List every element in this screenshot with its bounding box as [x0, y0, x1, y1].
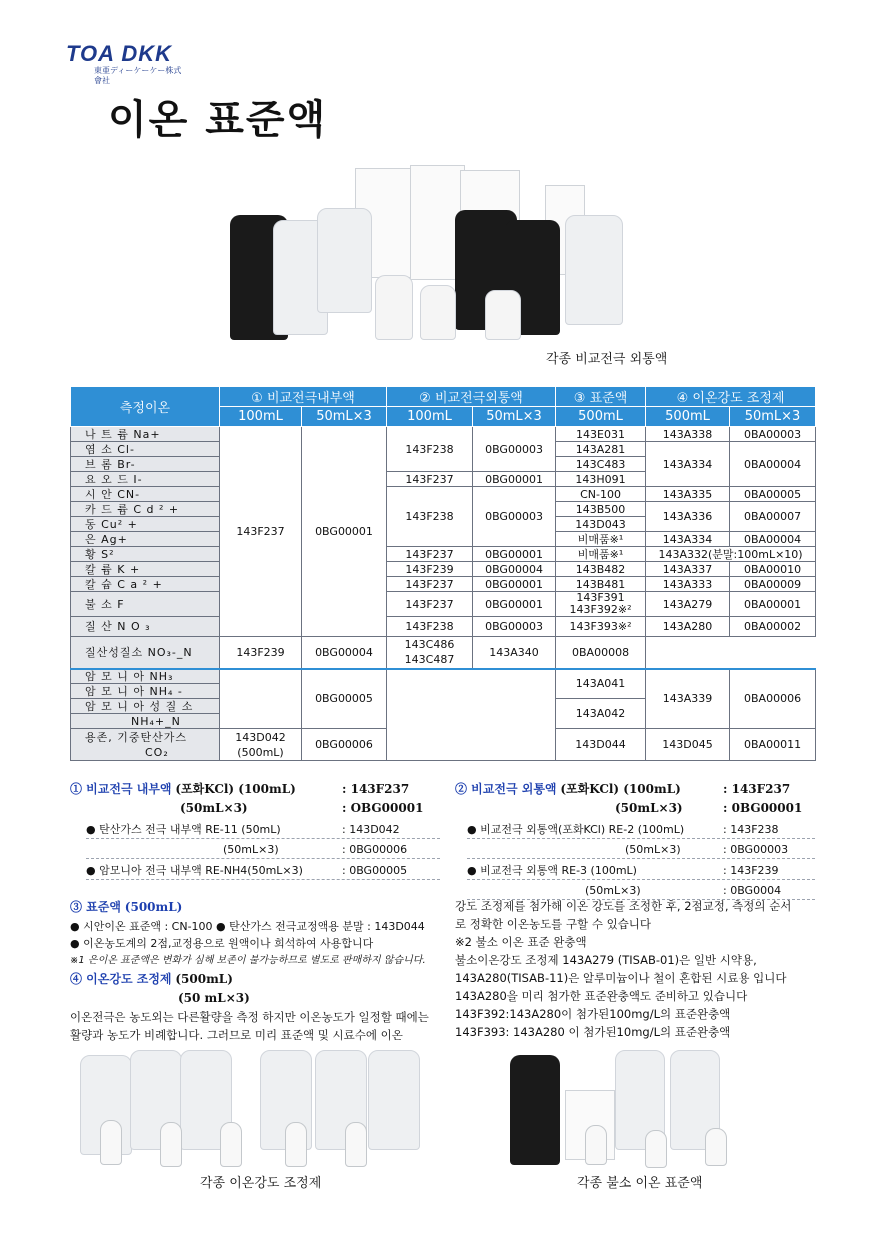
ion-cell: 요 오 드 I- [71, 472, 220, 487]
table-cell: 143A279 [646, 592, 730, 617]
table-cell: 143D045 [646, 729, 730, 761]
table-cell: 143F238 [387, 617, 473, 637]
caption-bottom-left: 각종 이온강도 조정제 [200, 1176, 322, 1191]
table-cell: 0BA00008 [556, 637, 646, 669]
code: : 143F237 [342, 782, 410, 796]
col-group-internal: ① 비교전극내부액 [220, 387, 387, 407]
code: : OBG00001 [342, 801, 424, 815]
note-line: ※1 은이온 표준액은 변화가 심해 보존이 불가능하므로 별도로 판매하지 않습니다. [70, 955, 426, 966]
ion-cell: 동 Cu² + [71, 517, 220, 532]
paragraph-line: 로 정확한 이온농도를 구할 수 있습니다 [455, 917, 652, 931]
table-cell: 0BA00011 [730, 729, 816, 761]
table-cell [387, 637, 473, 669]
table-cell: 0BG00001 [302, 427, 387, 637]
ion-cell: 질 산 N O ₃ [71, 617, 220, 637]
ion-co2-line2: CO₂ [145, 745, 169, 759]
table-cell: 0BG00001 [473, 592, 556, 617]
table-cell: 143C483 [556, 457, 646, 472]
table-cell: 143B481 [556, 577, 646, 592]
paragraph-line: 143F393: 143A280 이 첨가된10mg/L의 표준완충액 [455, 1025, 731, 1039]
product-photo-top [225, 160, 655, 350]
col-sub: 50mL×3 [473, 407, 556, 427]
table-cell: 0BA00001 [730, 592, 816, 617]
code: : 0BG00001 [723, 801, 803, 815]
col-sub: 100mL [387, 407, 473, 427]
table-cell: 0BG00003 [473, 427, 556, 472]
table-cell: 143A339 [646, 669, 730, 729]
section-heading-detail: (500mL) [175, 972, 233, 986]
code: : 143F238 [723, 823, 779, 836]
col-sub: 500mL [646, 407, 730, 427]
table-cell [387, 669, 556, 761]
table-cell: 0BG00001 [473, 547, 556, 562]
section-heading-detail: (포화KCl) (100mL) [175, 782, 296, 796]
ion-co2-line1: 용존, 기중탄산가스 [85, 730, 188, 744]
table-row [71, 617, 816, 637]
paragraph-line: 143A280(TISAB-11)은 알루미늄이나 철이 혼합된 시료용 입니다 [455, 971, 787, 985]
table-cell: 143F237 [387, 472, 473, 487]
table-row [71, 487, 816, 502]
col-sub: 50mL×3 [302, 407, 387, 427]
product-photo-bottom-right [505, 1050, 745, 1170]
table-cell: 143A337 [646, 562, 730, 577]
spec-table [70, 386, 816, 761]
ion-cell: 질산성질소 NO₃-_N [71, 637, 220, 669]
table-cell: 143A332(분말:100mL×10) [646, 547, 816, 562]
divider [467, 858, 815, 859]
divider [86, 879, 440, 880]
caption-bottom-right: 각종 불소 이온 표준액 [577, 1176, 703, 1191]
product-photo-bottom-left [70, 1050, 420, 1170]
col-header-ion: 측정이온 [71, 387, 220, 427]
paragraph-line: 활량과 농도가 비례합니다. 그러므로 미리 표준액 및 시료수에 이온 [70, 1028, 403, 1042]
code: : 0BG00003 [723, 843, 789, 856]
ion-cell: 불 소 F [71, 592, 220, 617]
ion-cell: 암 모 니 아 NH₃ [71, 669, 220, 684]
section-heading: ① 비교전극 내부액 [70, 782, 172, 796]
table-cell: 0BG00006 [302, 729, 387, 761]
divider [467, 879, 815, 880]
col-group-external: ② 비교전극외통액 [387, 387, 556, 407]
table-cell: 0BA00003 [730, 427, 816, 442]
ion-cell: 카 드 륨 C d ² + [71, 502, 220, 517]
list-item: (50mL×3) [223, 843, 279, 856]
table-cell: 비매품※¹ [556, 532, 646, 547]
divider [86, 838, 440, 839]
table-cell [220, 669, 302, 729]
ion-cell: 황 S² [71, 547, 220, 562]
in-co2-line2: (500mL) [237, 745, 284, 759]
section-heading-detail: (포화KCl) (100mL) [560, 782, 681, 796]
logo-subtext: 東亜ディーケーケー株式會社 [94, 66, 182, 85]
ion-cell [71, 729, 220, 761]
col-group-standard: ③ 표준액 [556, 387, 646, 407]
table-cell: 143A338 [646, 427, 730, 442]
list-item: ● 비교전극 외통액 RE-3 (100mL) [467, 864, 637, 877]
paragraph-line: 강도 조정제를 첨가해 이온 강도를 조정한 후, 2점교정, 측정의 순서 [455, 899, 792, 913]
table-cell: 0BG00003 [473, 617, 556, 637]
table-cell: 0BA00002 [730, 617, 816, 637]
ion-cell: 시 안 CN- [71, 487, 220, 502]
std-n1: 143C486 [404, 638, 455, 652]
table-cell: 143B482 [556, 562, 646, 577]
table-cell: 143A281 [556, 442, 646, 457]
table-cell: 143F393※² [556, 617, 646, 637]
ion-cell: 염 소 Cl- [71, 442, 220, 457]
table-cell: 0BA00009 [730, 577, 816, 592]
table-row [71, 577, 816, 592]
table-cell: 143A041 [556, 669, 646, 699]
table-cell: 143F239 [220, 637, 302, 669]
std-f1: 143F391 [576, 591, 625, 604]
table-cell: 143A280 [646, 617, 730, 637]
note-line: ● 이온농도계의 2점,교정용으로 원액이나 희석하여 사용합니다 [70, 937, 374, 950]
table-cell: 0BA00007 [730, 502, 816, 532]
table-cell: 143A340 [473, 637, 556, 669]
table-cell [220, 729, 302, 761]
ion-cell: 칼 슘 C a ² + [71, 577, 220, 592]
divider [86, 858, 440, 859]
table-cell: 0BG00001 [473, 577, 556, 592]
table-cell: 143D044 [556, 729, 646, 761]
ion-cell: 암 모 니 아 성 질 소 [71, 699, 220, 714]
note-line: ● 시안이온 표준액 : CN-100 ● 탄산가스 전극교정액용 분말 : 143D044 [70, 920, 425, 933]
table-cell: 0BG00005 [302, 669, 387, 729]
table-cell: 0BA00006 [730, 669, 816, 729]
page-title: 이온 표준액 [108, 97, 328, 143]
code: : 0BG00006 [342, 843, 408, 856]
company-logo [66, 41, 186, 85]
table-row [71, 637, 816, 669]
ion-cell: 암 모 니 아 NH₄ - [71, 684, 220, 699]
ion-cell: 브 롬 Br- [71, 457, 220, 472]
table-row [71, 669, 816, 684]
table-cell: 143E031 [556, 427, 646, 442]
code: : 143F239 [723, 864, 779, 877]
list-item: ● 암모니아 전극 내부액 RE-NH4(50mL×3) [86, 864, 303, 877]
list-item: ● 비교전극 외통액(포화KCl) RE-2 (100mL) [467, 823, 685, 836]
table-cell: 143F238 [387, 487, 473, 547]
logo-text: TOA DKK [66, 41, 172, 66]
std-f2: 143F392※² [569, 603, 632, 616]
table-cell: 143D043 [556, 517, 646, 532]
caption-top: 각종 비교전극 외통액 [546, 352, 668, 367]
code: : 0BG0004 [723, 884, 782, 897]
col-sub: 50mL×3 [730, 407, 816, 427]
table-cell: 143A334 [646, 532, 730, 547]
table-cell: 143H091 [556, 472, 646, 487]
col-sub: 500mL [556, 407, 646, 427]
table-cell: 143F237 [387, 547, 473, 562]
section-heading: ② 비교전극 외통액 [455, 782, 557, 796]
std-n2: 143C487 [404, 653, 455, 667]
table-row [71, 592, 816, 617]
col-sub: 100mL [220, 407, 302, 427]
table-cell: 143F237 [387, 577, 473, 592]
code: : 143D042 [342, 823, 400, 836]
ion-cell: NH₄+_N [71, 714, 220, 729]
code: : 143F237 [723, 782, 791, 796]
ion-cell: 칼 륨 K + [71, 562, 220, 577]
paragraph-line: 143F392:143A280이 첨가된100mg/L의 표준완충액 [455, 1007, 731, 1021]
section-heading-detail: (500mL) [124, 900, 183, 914]
table-row [71, 547, 816, 562]
list-item: (50mL×3) [625, 843, 681, 856]
table-cell: 0BG00004 [302, 637, 387, 669]
in-co2-line1: 143D042 [235, 730, 286, 744]
table-cell: 143B500 [556, 502, 646, 517]
table-cell: 143F238 [387, 427, 473, 472]
code: : 0BG00005 [342, 864, 408, 877]
table-cell: 143A333 [646, 577, 730, 592]
table-cell: 0BG00003 [473, 487, 556, 547]
table-cell: 비매품※¹ [556, 547, 646, 562]
table-cell: 0BG00001 [473, 472, 556, 487]
paragraph-line: 143A280을 미리 첨가한 표준완충액도 준비하고 있습니다 [455, 989, 748, 1003]
subvolume: (50 mL×3) [178, 991, 250, 1005]
table-cell: 0BA00004 [730, 532, 816, 547]
col-group-isa: ④ 이온강도 조정제 [646, 387, 816, 407]
table-cell: 0BA00010 [730, 562, 816, 577]
list-item: (50mL×3) [585, 884, 641, 897]
list-item: ● 탄산가스 전극 내부액 RE-11 (50mL) [86, 823, 281, 836]
paragraph-line: 이온전극은 농도외는 다른활량을 측정 하지만 이온농도가 일정할 때에는 [70, 1010, 429, 1024]
ion-cell: 은 Ag+ [71, 532, 220, 547]
table-cell: 0BA00004 [730, 442, 816, 487]
paragraph-line: 불소이온강도 조정제 143A279 (TISAB-01)은 일반 시약용, [455, 953, 757, 967]
table-cell: 143A334 [646, 442, 730, 487]
table-cell: 0BG00004 [473, 562, 556, 577]
section-heading: ④ 이온강도 조정제 [70, 972, 172, 986]
table-cell: 0BA00005 [730, 487, 816, 502]
divider [467, 838, 815, 839]
paragraph-line: ※2 불소 이온 표준 완충액 [455, 935, 587, 949]
table-row [71, 562, 816, 577]
table-cell [556, 592, 646, 617]
table-cell: 143F237 [220, 427, 302, 637]
subvolume: (50mL×3) [615, 801, 683, 815]
table-row [71, 427, 816, 442]
table-cell: 143A335 [646, 487, 730, 502]
subvolume: (50mL×3) [180, 801, 248, 815]
section-heading: ③ 표준액 [70, 900, 121, 914]
table-cell: 143F237 [387, 592, 473, 617]
ion-cell: 나 트 륨 Na+ [71, 427, 220, 442]
table-cell: CN-100 [556, 487, 646, 502]
table-cell: 143A336 [646, 502, 730, 532]
table-cell: 143F239 [387, 562, 473, 577]
table-cell: 143A042 [556, 699, 646, 729]
